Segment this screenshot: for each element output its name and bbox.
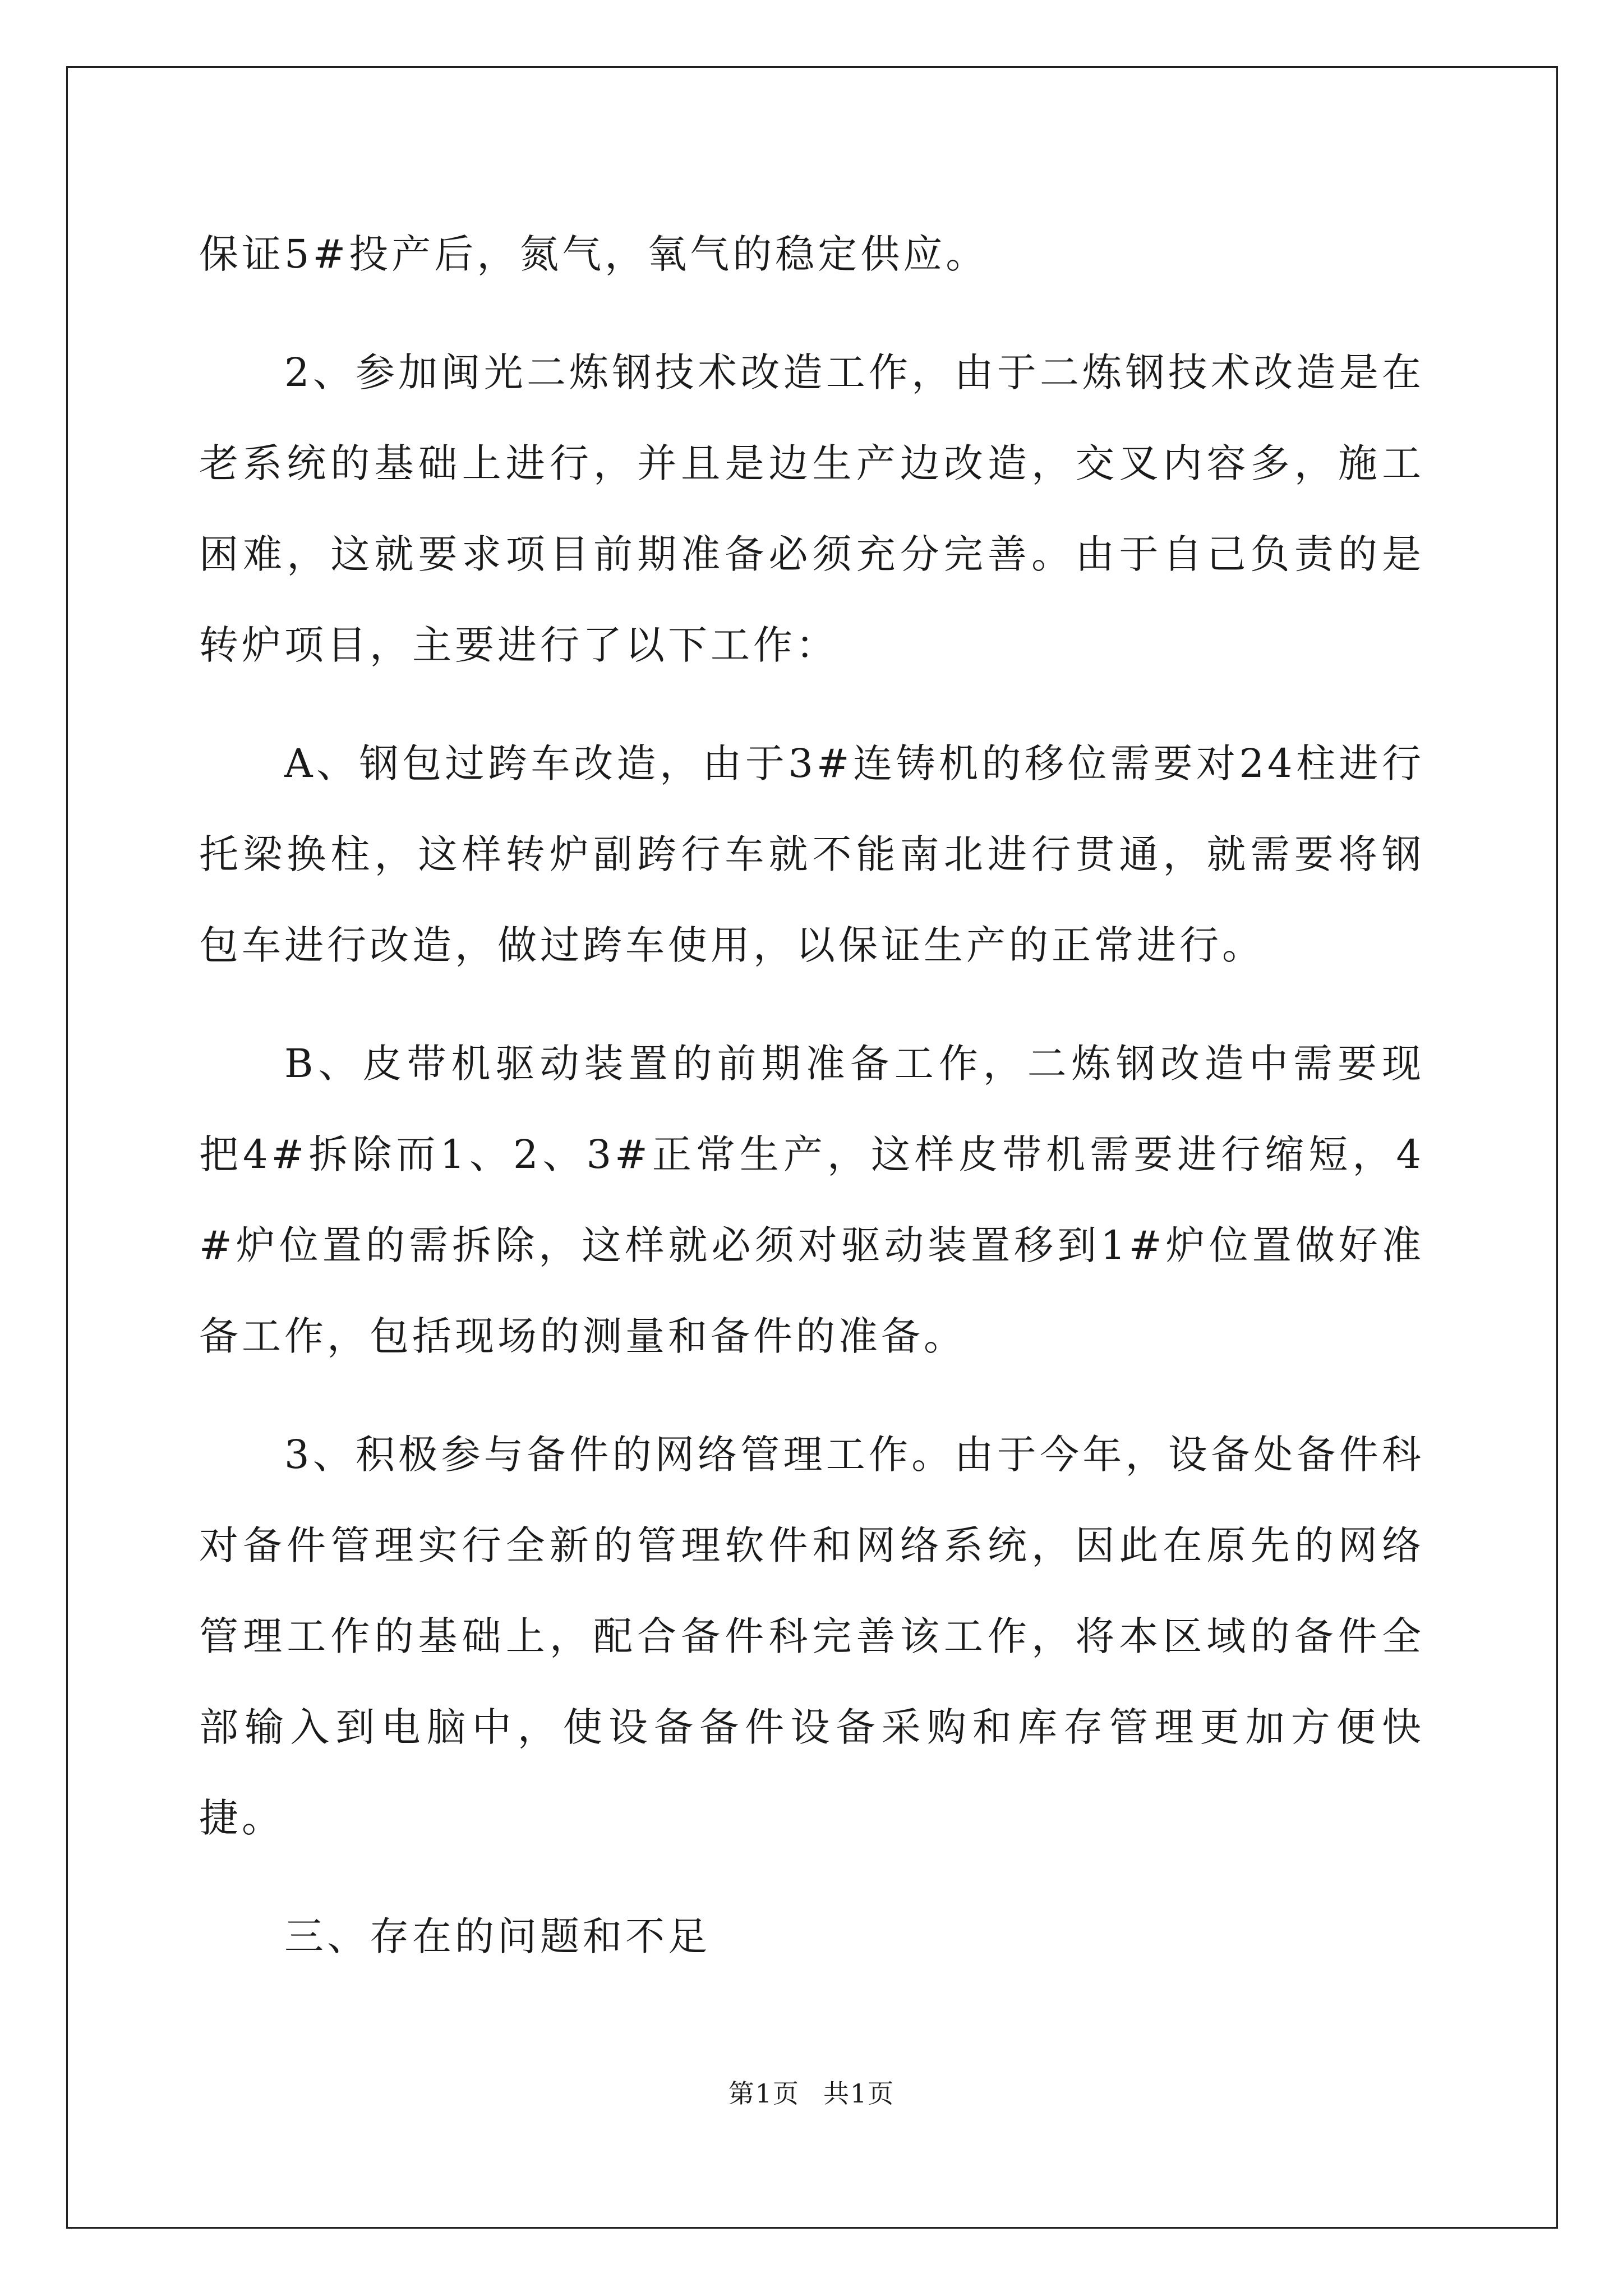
section-heading: 三、存在的问题和不足 [284, 1913, 711, 1959]
page-number: 第1页 [728, 2078, 800, 2109]
paragraph: 3、积极参与备件的网络管理工作。由于今年，设备处备件科对备件管理实行全新的管理软件和网络系统，因此在原先的网络管理工作的基础上，配合备件科完善该工作，将本区域的备件全部输入到电脑中，使设备备件设备采购和库存管理更加方便快捷。 [199, 1432, 1424, 1841]
document-body [199, 209, 1424, 1982]
page-total: 共1页 [823, 2078, 895, 2109]
paragraph: B、皮带机驱动装置的前期准备工作，二炼钢改造中需要现把4#拆除而1、2、3#正常生产，这样皮带机需要进行缩短，4#炉位置的需拆除，这样就必须对驱动装置移到1#炉位置做好准备工作，包括现场的测量和备件的准备。 [199, 1041, 1424, 1359]
page-footer [0, 2073, 1623, 2110]
paragraph: 保证5#投产后，氮气，氧气的稳定供应。 [199, 231, 989, 277]
paragraph: 2、参加闽光二炼钢技术改造工作，由于二炼钢技术改造是在老系统的基础上进行，并且是边生产边改造，交叉内容多，施工困难，这就要求项目前期准备必须充分完善。由于自己负责的是转炉项目，主要进行了以下工作： [199, 349, 1424, 668]
paragraph: A、钢包过跨车改造，由于3#连铸机的移位需要对24柱进行托梁换柱，这样转炉副跨行车就不能南北进行贯通，就需要将钢包车进行改造，做过跨车使用，以保证生产的正常进行。 [199, 740, 1424, 968]
